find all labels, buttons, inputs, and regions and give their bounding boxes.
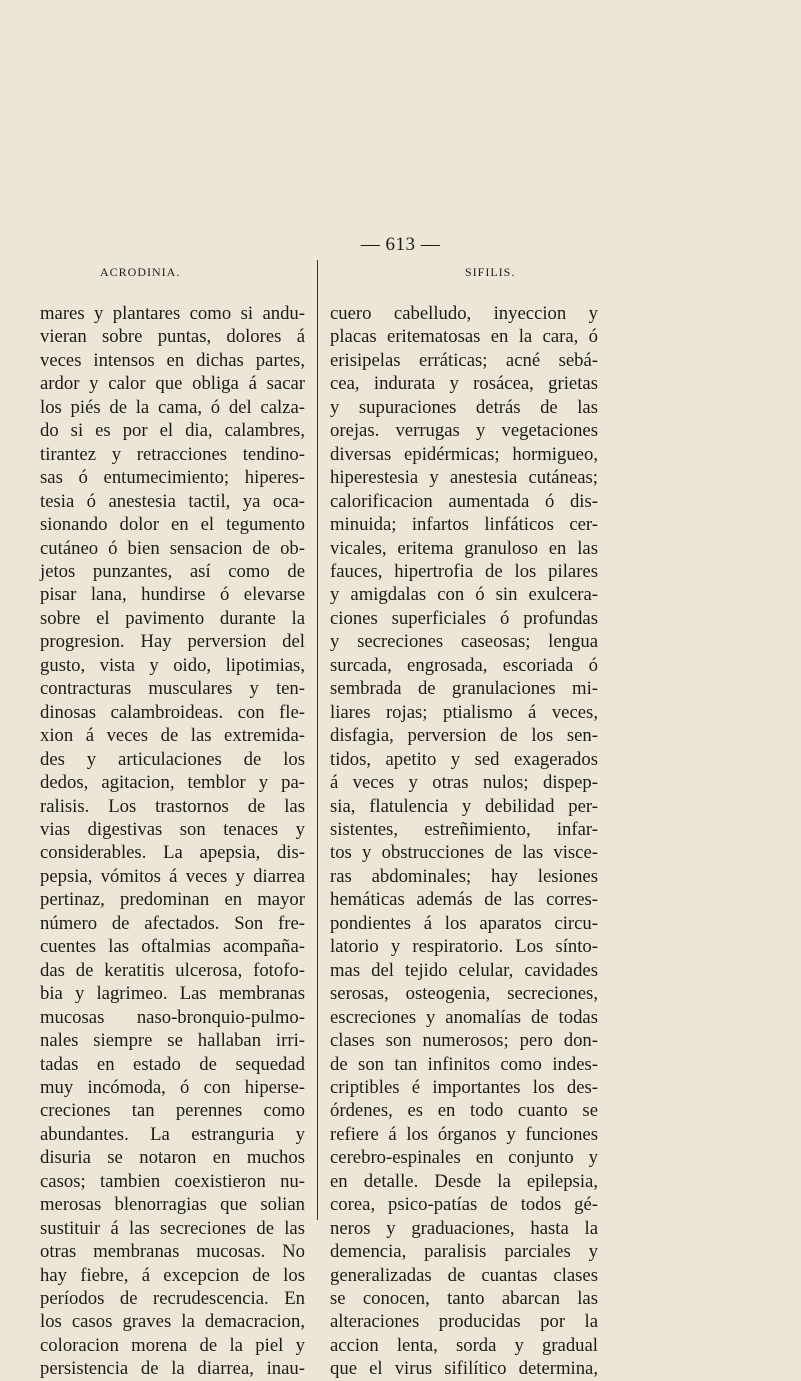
page-number: — 613 — [360, 234, 441, 255]
text-line: y amigdalas con ó sin exulcera- [330, 584, 598, 606]
text-line: tesia ó anestesia tactil, ya oca- [40, 490, 305, 512]
text-line: sobre el pavimento durante la [40, 607, 305, 629]
text-line: jetos punzantes, así como de [40, 560, 305, 582]
text-line: creciones tan perennes como [40, 1100, 305, 1122]
text-line: y secreciones caseosas; lengua [330, 631, 598, 653]
text-line: cuentes las oftalmias acompaña- [40, 936, 305, 958]
text-line: mas del tejido celular, cavidades [330, 959, 598, 981]
text-line: das de keratitis ulcerosa, fotofo- [40, 959, 305, 981]
text-line: los casos graves la demacracion, [40, 1311, 305, 1333]
text-line: hay fiebre, á excepcion de los [40, 1264, 305, 1286]
text-line: demencia, paralisis parciales y [330, 1241, 598, 1263]
text-line: ciones superficiales ó profundas [330, 607, 598, 629]
text-line: sustituir á las secreciones de las [40, 1217, 305, 1239]
text-line: dinosas calambroideas. con fle- [40, 701, 305, 723]
text-line: pisar lana, hundirse ó elevarse [40, 584, 305, 606]
text-line: casos; tambien coexistieron nu- [40, 1170, 305, 1192]
text-line: minuida; infartos linfáticos cer- [330, 514, 598, 536]
left-column [40, 302, 305, 1381]
text-line: bia y lagrimeo. Las membranas [40, 983, 305, 1005]
text-line: dedos, agitacion, temblor y pa- [40, 772, 305, 794]
text-line: que el virus sifilítico determina, [330, 1358, 598, 1380]
text-line: en detalle. Desde la epilepsia, [330, 1170, 598, 1192]
text-line: surcada, engrosada, escoriada ó [330, 654, 598, 676]
text-line: cerebro-espinales en conjunto y [330, 1147, 598, 1169]
text-line: otras membranas mucosas. No [40, 1241, 305, 1263]
text-line: tos y obstrucciones de las visce- [330, 842, 598, 864]
text-line: disfagia, perversion de los sen- [330, 725, 598, 747]
text-line: ralisis. Los trastornos de las [40, 795, 305, 817]
text-line: sistentes, estreñimiento, infar- [330, 818, 598, 840]
text-line: criptibles é importantes los des- [330, 1076, 598, 1098]
text-line: des y articulaciones de los [40, 748, 305, 770]
text-line: liares rojas; ptialismo á veces, [330, 701, 598, 723]
text-line: vias digestivas son tenaces y [40, 818, 305, 840]
text-line: vieran sobre puntas, dolores á [40, 326, 305, 348]
text-line: hiperestesia y anestesia cutáneas; [330, 467, 598, 489]
text-line: calorificacion aumentada ó dis- [330, 490, 598, 512]
text-line: mares y plantares como si andu- [40, 303, 305, 324]
text-line: orejas. verrugas y vegetaciones [330, 420, 598, 442]
text-line: tidos, apetito y sed exagerados [330, 748, 598, 770]
text-line: ardor y calor que obliga á sacar [40, 373, 305, 395]
text-line: refiere á los órganos y funciones [330, 1123, 598, 1145]
text-line: progresion. Hay perversion del [40, 631, 305, 653]
text-line: merosas blenorragias que solian [40, 1194, 305, 1216]
text-line: y supuraciones detrás de las [330, 396, 598, 418]
text-line: tirantez y retracciones tendino- [40, 443, 305, 465]
text-line: latorio y respiratorio. Los sínto- [330, 936, 598, 958]
right-column [330, 302, 598, 1381]
text-line: placas eritematosas en la cara, ó [330, 326, 598, 348]
text-line: abundantes. La estranguria y [40, 1123, 305, 1145]
running-head-right: SIFILIS. [465, 265, 516, 279]
text-line: muy incómoda, ó con hiperse- [40, 1076, 305, 1098]
text-line: clases son numerosos; pero don- [330, 1030, 598, 1052]
text-line: mucosas naso-bronquio-pulmo- [40, 1006, 305, 1028]
text-line: vicales, eritema granuloso en las [330, 537, 598, 559]
text-line: disuria se notaron en muchos [40, 1147, 305, 1169]
text-line: pertinaz, predominan en mayor [40, 889, 305, 911]
text-line: contracturas musculares y ten- [40, 678, 305, 700]
text-line: pondientes á los aparatos circu- [330, 912, 598, 934]
text-line: veces intensos en dichas partes, [40, 349, 305, 371]
text-line: de son tan infinitos como indes- [330, 1053, 598, 1075]
text-line: cea, indurata y rosácea, grietas [330, 373, 598, 395]
text-line: xion á veces de las extremida- [40, 725, 305, 747]
text-line: escreciones y anomalías de todas [330, 1006, 598, 1028]
text-line: cuero cabelludo, inyeccion y [330, 303, 598, 324]
text-line: coloracion morena de la piel y [40, 1334, 305, 1356]
text-line: sembrada de granulaciones mi- [330, 678, 598, 700]
text-line: sionando dolor en el tegumento [40, 514, 305, 536]
text-line: serosas, osteogenia, secreciones, [330, 983, 598, 1005]
text-line: períodos de recrudescencia. En [40, 1288, 305, 1310]
column-divider [317, 260, 318, 1220]
text-line: alteraciones producidas por la [330, 1311, 598, 1333]
text-line: cutáneo ó bien sensacion de ob- [40, 537, 305, 559]
text-line: nales siempre se hallaban irri- [40, 1030, 305, 1052]
text-line: número de afectados. Son fre- [40, 912, 305, 934]
text-line: neros y graduaciones, hasta la [330, 1217, 598, 1239]
text-line: corea, psico-patías de todos gé- [330, 1194, 598, 1216]
text-line: considerables. La apepsia, dis- [40, 842, 305, 864]
text-line: generalizadas de cuantas clases [330, 1264, 598, 1286]
text-line: gusto, vista y oido, lipotimias, [40, 654, 305, 676]
text-line: fauces, hipertrofia de los pilares [330, 560, 598, 582]
text-line: pepsia, vómitos á veces y diarrea [40, 865, 305, 887]
text-line: se conocen, tanto abarcan las [330, 1288, 598, 1310]
text-line: ras abdominales; hay lesiones [330, 865, 598, 887]
text-line: órdenes, es en todo cuanto se [330, 1100, 598, 1122]
text-line: sas ó entumecimiento; hiperes- [40, 467, 305, 489]
text-line: los piés de la cama, ó del calza- [40, 396, 305, 418]
text-line: hemáticas además de las corres- [330, 889, 598, 911]
text-line: diversas epidérmicas; hormigueo, [330, 443, 598, 465]
text-line: erisipelas erráticas; acné sebá- [330, 349, 598, 371]
text-line: persistencia de la diarrea, inau- [40, 1358, 305, 1380]
text-line: á veces y otras nulos; dispep- [330, 772, 598, 794]
text-line: do si es por el dia, calambres, [40, 420, 305, 442]
text-line: accion lenta, sorda y gradual [330, 1334, 598, 1356]
text-line: tadas en estado de sequedad [40, 1053, 305, 1075]
running-head-left: ACRODINIA. [100, 265, 181, 279]
text-line: sia, flatulencia y debilidad per- [330, 795, 598, 817]
